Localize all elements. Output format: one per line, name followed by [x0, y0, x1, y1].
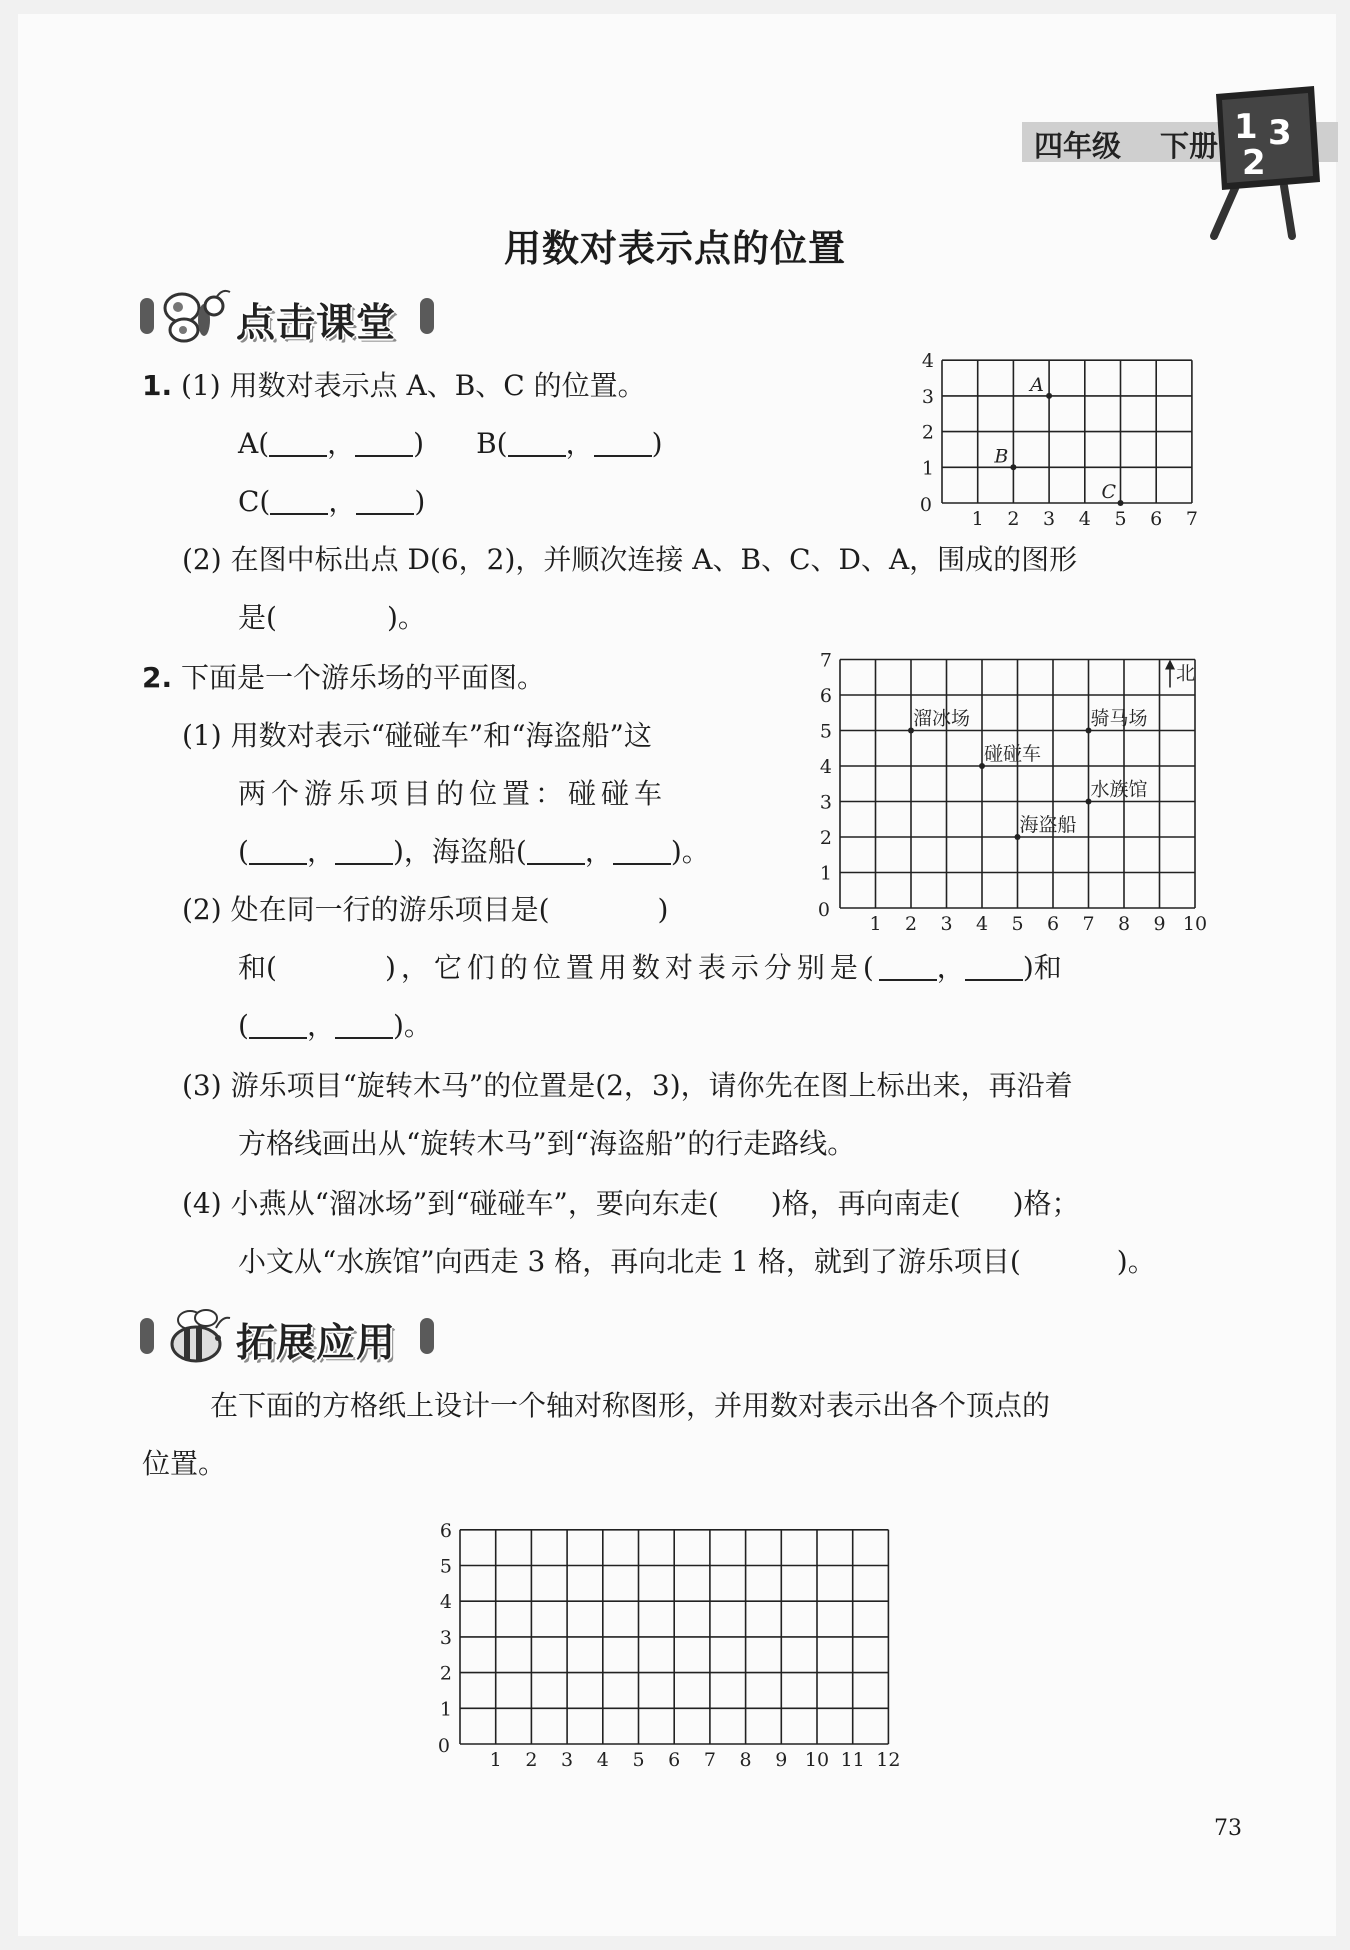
- q1-grid-x-tick: 4: [1078, 508, 1091, 530]
- point-c: [1118, 500, 1124, 506]
- q2-p2-line2-a: 和(: [238, 951, 277, 984]
- q1-part2-line2: [238, 602, 426, 634]
- park-grid-y-tick: 4: [819, 756, 832, 778]
- q2-p2-line3-c: )。: [392, 1009, 432, 1042]
- ext-grid-x-tick: 9: [775, 1749, 788, 1771]
- close-paren: ): [651, 427, 663, 460]
- ext-grid-x-tick: 10: [804, 1749, 830, 1771]
- ext-grid-x-tick: 5: [632, 1749, 645, 1771]
- q2-p1-line2: 两个游乐项目的位置：碰碰车: [238, 777, 668, 810]
- q2-p1-line3: [238, 836, 710, 868]
- q2-intro-text: 下面是一个游乐场的平面图。: [181, 661, 546, 694]
- q2-p2-line1-b: ): [657, 893, 669, 926]
- q1-grid-y-tick: 2: [921, 421, 934, 444]
- ext-grid-x-tick: 12: [876, 1749, 901, 1771]
- amusement-park-map: [770, 640, 1210, 940]
- q1-grid-x-tick: 6: [1150, 508, 1163, 530]
- ext-grid-y-tick: 3: [439, 1626, 452, 1649]
- q2-p3-line2: 方格线画出从“旋转木马”到“海盗船”的行走路线。: [238, 1127, 856, 1160]
- park-grid-y-tick: 1: [819, 862, 832, 885]
- park-grid-y-tick: 7: [819, 649, 832, 672]
- extension-grid-paper[interactable]: [430, 1515, 910, 1775]
- q2-p1-line3-a: (: [238, 835, 249, 868]
- q2-p4-line2: [238, 1246, 1156, 1278]
- q1-grid-x-tick: 5: [1114, 508, 1127, 530]
- page-title: 用数对表示点的位置: [504, 227, 846, 270]
- q2-p4-line2-b: )。: [1116, 1245, 1156, 1278]
- label-a-prefix: A(: [238, 427, 270, 460]
- q2-p4-line1-b: )格，再向南走(: [770, 1187, 961, 1220]
- label-c-prefix: C(: [238, 485, 271, 518]
- place-label: 溜冰场: [913, 707, 971, 730]
- blank-c-y[interactable]: [356, 487, 414, 515]
- ext-grid-y-tick: 2: [439, 1662, 452, 1685]
- comma: ，: [328, 485, 357, 518]
- close-paren: ): [413, 427, 425, 460]
- q2-p2-line3-b: ，: [306, 1009, 335, 1042]
- q1-grid-y-tick: 1: [921, 457, 934, 480]
- section-title-classroom: 点击课堂: [236, 301, 397, 346]
- volume-label: 下册: [1160, 129, 1219, 163]
- q2-p2-line2: [238, 952, 1062, 984]
- ext-grid-origin-label: 0: [437, 1735, 450, 1757]
- q2-p2-line1: [182, 894, 668, 926]
- q2-p2-line3-a: (: [238, 1009, 249, 1042]
- q2-intro: [142, 662, 545, 694]
- label-b-prefix: B(: [476, 427, 508, 460]
- place-label: 海盗船: [1019, 814, 1077, 836]
- blank-a-x[interactable]: [269, 429, 327, 457]
- section-header-extension: [140, 1310, 440, 1364]
- point-b: [1010, 464, 1016, 470]
- park-grid-origin-label: 0: [817, 899, 830, 921]
- ext-grid-y-tick: 6: [439, 1519, 452, 1542]
- park-grid-x-tick: 1: [869, 913, 882, 935]
- park-grid-x-tick: 6: [1046, 913, 1060, 935]
- park-grid-x-tick: 2: [904, 913, 918, 935]
- q1-part1-text: (1) 用数对表示点 A、B、C 的位置。: [181, 369, 646, 402]
- ext-grid-x-tick: 6: [668, 1749, 681, 1771]
- north-label: 北: [1176, 662, 1196, 685]
- q1-grid-y-tick: 4: [921, 350, 934, 373]
- blank-row-pos1-x[interactable]: [879, 953, 937, 981]
- section-header-classroom: [140, 290, 440, 344]
- q2-p1-line3-c: )，海盗船(: [392, 835, 527, 868]
- q2-p1-line3-d: ，: [584, 835, 613, 868]
- ext-grid-x-tick: 4: [596, 1749, 609, 1771]
- blank-pirate-y[interactable]: [613, 837, 671, 865]
- park-grid-y-tick: 3: [819, 791, 832, 814]
- ext-grid-x-tick: 8: [739, 1749, 752, 1771]
- q1-grid-y-tick: 3: [921, 385, 934, 408]
- point-label-c: C: [1101, 481, 1117, 503]
- section-cap-left: [140, 298, 154, 334]
- section-cap-left: [140, 1318, 154, 1354]
- q1-part2-line1: (2) 在图中标出点 D(6，2)，并顺次连接 A、B、C、D、A，围成的图形: [182, 543, 1078, 576]
- point-label-b: B: [994, 445, 1009, 468]
- ext-grid-x-tick: 2: [525, 1749, 538, 1771]
- q2-p4-line1-a: (4) 小燕从“溜冰场”到“碰碰车”，要向东走(: [182, 1187, 719, 1220]
- page-number: 73: [1214, 1816, 1242, 1841]
- bee-icon: [160, 1306, 236, 1366]
- q1-coordinate-grid: [900, 350, 1210, 540]
- q1-number: 1.: [142, 369, 173, 402]
- q2-p1-line1: (1) 用数对表示“碰碰车”和“海盗船”这: [182, 719, 652, 752]
- butterfly-icon: [160, 288, 236, 346]
- badge-digit-1: 1: [1234, 107, 1258, 147]
- q1-grid-x-tick: 7: [1185, 508, 1198, 530]
- q1-grid-x-tick: 1: [971, 508, 984, 530]
- ext-grid-y-tick: 5: [439, 1555, 452, 1578]
- ext-grid-x-tick: 3: [561, 1749, 574, 1771]
- place-label: 碰碰车: [984, 743, 1042, 765]
- blank-bumper-x[interactable]: [249, 837, 307, 865]
- q1-part2-line2-start: 是(: [238, 601, 277, 634]
- ext-grid-x-tick: 1: [489, 1749, 502, 1771]
- q2-p2-line2-c: ，: [936, 951, 965, 984]
- extension-line2: 位置。: [142, 1447, 227, 1480]
- blank-row-pos1-y[interactable]: [965, 953, 1023, 981]
- park-grid-x-tick: 3: [940, 913, 953, 935]
- q2-p4-line2-a: 小文从“水族馆”向西走 3 格，再向北走 1 格，就到了游乐项目(: [238, 1245, 1021, 1278]
- q2-p2-line2-d: )和: [1022, 951, 1062, 984]
- blank-pirate-x[interactable]: [527, 837, 585, 865]
- q2-p2-line3: [238, 1010, 432, 1042]
- blank-b-y[interactable]: [594, 429, 652, 457]
- q2-p4-line1: [182, 1188, 1080, 1220]
- q1-answer-line-c: [238, 486, 425, 518]
- ext-grid-x-tick: 7: [703, 1749, 716, 1771]
- park-grid-y-tick: 5: [819, 720, 832, 743]
- q1-answer-line-ab: [238, 428, 663, 460]
- q2-number: 2.: [142, 661, 173, 694]
- section-cap-right: [420, 298, 434, 334]
- grade-label: 四年级: [1034, 129, 1122, 163]
- blank-a-y[interactable]: [355, 429, 413, 457]
- north-arrow-head: [1165, 660, 1175, 670]
- park-grid-x-tick: 4: [975, 913, 989, 935]
- place-label: 水族馆: [1090, 778, 1148, 801]
- ext-grid-y-tick: 4: [439, 1591, 452, 1614]
- park-grid-x-tick: 10: [1182, 913, 1208, 935]
- q2-p4-line1-c: )格；: [1012, 1187, 1080, 1220]
- comma: ，: [327, 427, 356, 460]
- q1-grid-x-tick: 3: [1043, 508, 1056, 530]
- park-grid-x-tick: 8: [1117, 913, 1131, 935]
- q1-part1: [142, 370, 646, 402]
- q2-p2-line2-b: )，它们的位置用数对表示分别是(: [384, 951, 879, 984]
- badge-digit-2: 3: [1268, 113, 1292, 153]
- section-title-extension: 拓展应用: [236, 1321, 397, 1366]
- section-cap-right: [420, 1318, 434, 1354]
- q1-grid-x-tick: 2: [1007, 508, 1020, 530]
- q2-p2-line1-a: (2) 处在同一行的游乐项目是(: [182, 893, 550, 926]
- q2-p1-line3-e: )。: [670, 835, 710, 868]
- q2-p1-line3-b: ，: [306, 835, 335, 868]
- comma: ，: [565, 427, 594, 460]
- park-grid-y-tick: 2: [819, 827, 832, 849]
- blank-b-x[interactable]: [508, 429, 566, 457]
- blank-row-pos2-y[interactable]: [335, 1011, 393, 1039]
- blank-bumper-y[interactable]: [335, 837, 393, 865]
- q1-part2-line2-end: )。: [386, 601, 426, 634]
- q1-grid-origin-label: 0: [919, 494, 932, 516]
- park-grid-x-tick: 5: [1011, 913, 1024, 935]
- blank-c-x[interactable]: [270, 487, 328, 515]
- extension-line1: 在下面的方格纸上设计一个轴对称图形，并用数对表示出各个顶点的: [210, 1389, 1051, 1422]
- park-grid-y-tick: 6: [819, 685, 832, 707]
- badge-digit-3: 2: [1242, 143, 1266, 183]
- place-label: 骑马场: [1090, 707, 1148, 730]
- q2-p3-line1: (3) 游乐项目“旋转木马”的位置是(2，3)，请你先在图上标出来，再沿着: [182, 1069, 1073, 1102]
- park-grid-x-tick: 9: [1153, 913, 1166, 935]
- blank-row-pos2-x[interactable]: [249, 1011, 307, 1039]
- close-paren: ): [414, 485, 426, 518]
- park-grid-x-tick: 7: [1082, 913, 1095, 935]
- ext-grid-y-tick: 1: [439, 1698, 452, 1721]
- ext-grid-x-tick: 11: [840, 1749, 865, 1771]
- point-label-a: A: [1030, 373, 1044, 396]
- point-a: [1046, 393, 1052, 399]
